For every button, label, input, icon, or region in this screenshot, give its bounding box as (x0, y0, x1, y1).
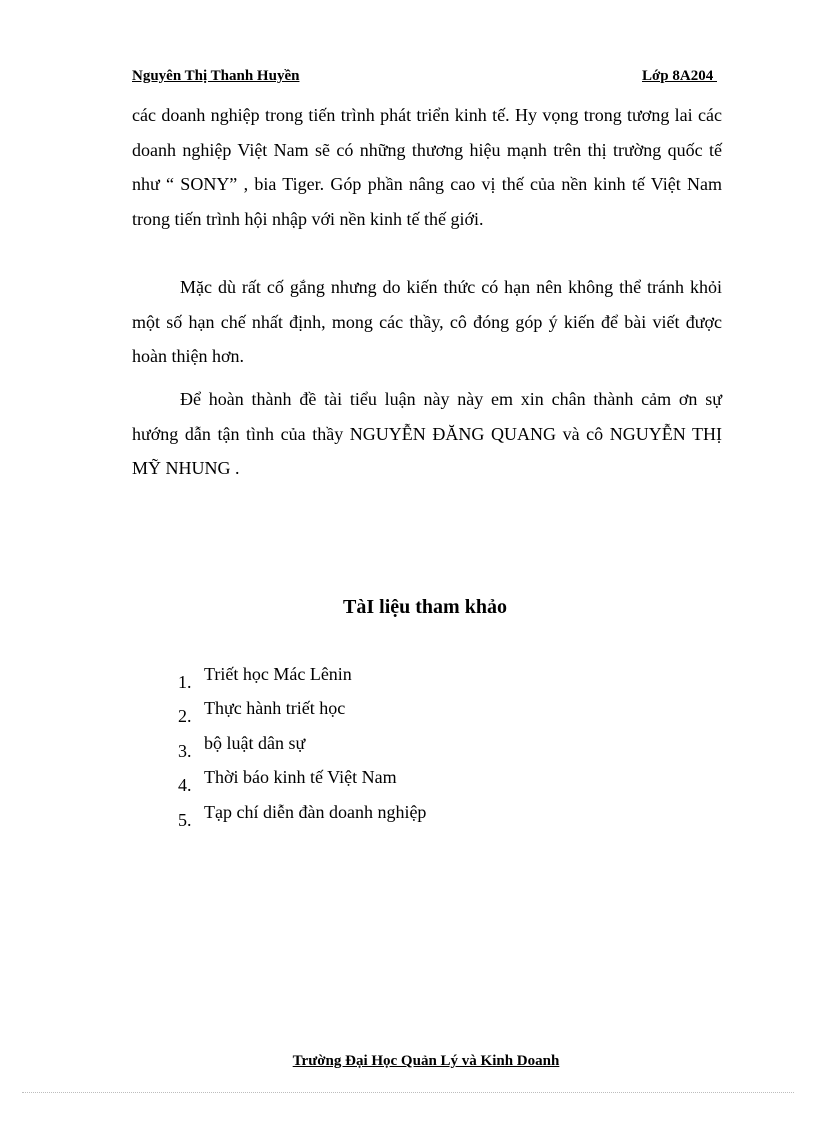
reference-text: Thời báo kinh tế Việt Nam (204, 767, 397, 788)
paragraph-conclusion: các doanh nghiệp trong tiến trình phát triển kinh tế. Hy vọng trong tương lai các doanh nghiệp Việt Nam sẽ có những thương hiệu mạnh trên thị trường quốc tế như “ SONY” , bia Tiger. Góp phần nâng cao vị thế của nền kinh tế Việt Nam trong tiến trình hội nhập với nền kinh tế thế giới. (132, 105, 722, 229)
paragraph-acknowledgement: Để hoàn thành đề tài tiểu luận này này em xin chân thành cảm ơn sự hướng dẫn tận tình của thầy NGUYỄN ĐĂNG QUANG và cô NGUYỄN THỊ MỸ NHUNG . (132, 389, 722, 478)
page-footer: Trường Đại Học Quản Lý và Kinh Doanh (292, 1053, 560, 1069)
reference-item (178, 802, 426, 836)
class-label: Lớp 8A204 (642, 68, 717, 84)
reference-number: 3. (178, 740, 192, 761)
reference-text: Tạp chí diễn đàn doanh nghiệp (204, 801, 427, 822)
reference-number: 1. (178, 672, 192, 692)
reference-text: bộ luật dân sự (204, 732, 306, 753)
page-header (132, 68, 717, 90)
reference-number: 4. (178, 775, 192, 796)
reference-item (178, 733, 426, 767)
page-bottom-edge (22, 1092, 794, 1093)
reference-item (178, 664, 426, 698)
references-list (178, 664, 426, 836)
reference-item (178, 767, 426, 801)
reference-number: 5. (178, 809, 192, 830)
references-title: TàI liệu tham khảo (343, 596, 507, 618)
reference-item (178, 698, 426, 732)
reference-number: 2. (178, 706, 192, 727)
reference-text: Thực hành triết học (204, 698, 346, 719)
paragraph-apology: Mặc dù rất cố gắng nhưng do kiến thức có hạn nên không thể tránh khỏi một số hạn chế nhất định, mong các thầy, cô đóng góp ý kiến để bài viết được hoàn thiện hơn. (132, 277, 722, 366)
reference-text: Triết học Mác Lênin (204, 664, 352, 684)
author-name: Nguyên Thị Thanh Huyền (132, 68, 300, 84)
